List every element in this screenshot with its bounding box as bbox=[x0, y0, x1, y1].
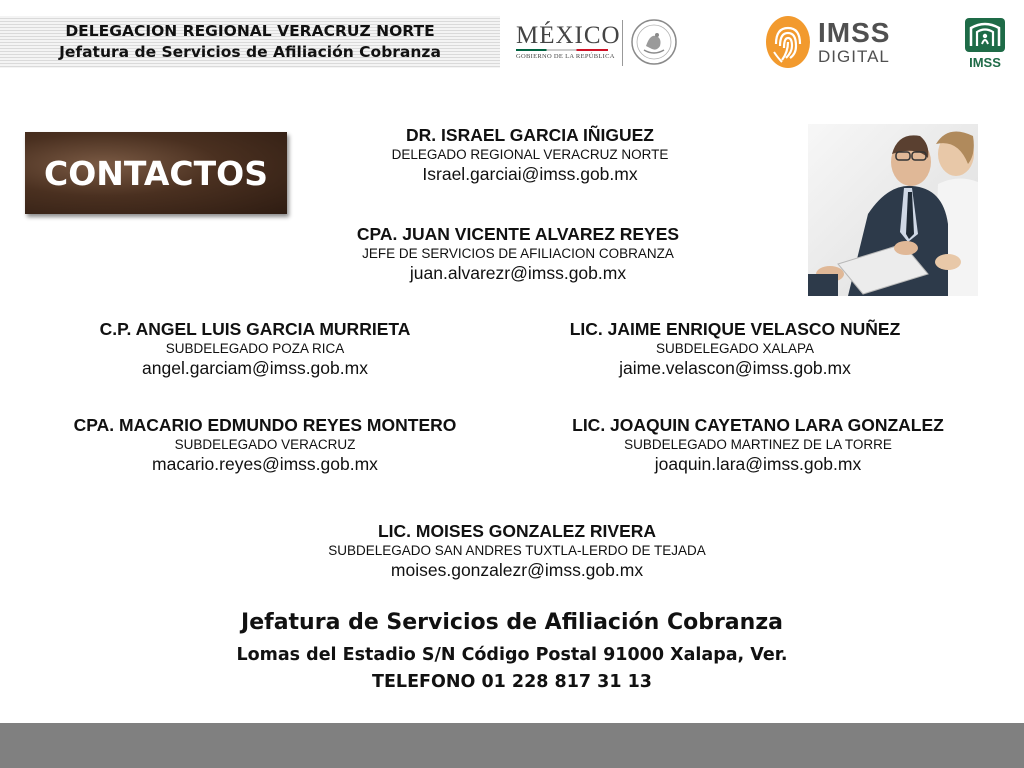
contact-title: SUBDELEGADO XALAPA bbox=[655, 341, 815, 356]
contact-card-veracruz bbox=[30, 415, 500, 475]
contact-email-link[interactable]: angel.garciam@imss.gob.mx bbox=[142, 358, 368, 378]
contacts-heading: CONTACTOS bbox=[44, 153, 268, 193]
contact-card-chief bbox=[300, 224, 736, 284]
footer-address: Lomas del Estadio S/N Código Postal 91000 Xalapa, Ver. bbox=[236, 645, 788, 665]
imss-digital-wordmark: IMSS bbox=[818, 17, 891, 48]
contact-title: JEFE DE SERVICIOS DE AFILIACION COBRANZA bbox=[362, 246, 674, 261]
contact-email-link[interactable]: Israel.garciai@imss.gob.mx bbox=[422, 164, 638, 184]
contact-name: LIC. JOAQUIN CAYETANO LARA GONZALEZ bbox=[572, 415, 944, 435]
contact-email-link[interactable]: jaime.velascon@imss.gob.mx bbox=[619, 358, 851, 378]
bottom-bar bbox=[0, 723, 1024, 768]
header-delegation-title: DELEGACION REGIONAL VERACRUZ NORTE bbox=[65, 22, 435, 40]
mexico-government-logo bbox=[510, 14, 685, 70]
contact-email-link[interactable]: macario.reyes@imss.gob.mx bbox=[152, 454, 378, 474]
mexico-seal-icon bbox=[630, 18, 678, 66]
imss-digital-logo bbox=[762, 12, 902, 72]
contact-card-delegate bbox=[370, 125, 690, 185]
contact-title: DELEGADO REGIONAL VERACRUZ NORTE bbox=[391, 147, 669, 162]
footer-office-name: Jefatura de Servicios de Afiliación Cobranza bbox=[241, 610, 783, 635]
contact-name: LIC. JAIME ENRIQUE VELASCO NUÑEZ bbox=[569, 319, 901, 339]
imss-emblem-icon bbox=[962, 16, 1008, 70]
contact-card-poza-rica bbox=[40, 319, 470, 379]
business-meeting-photo bbox=[808, 124, 978, 296]
contact-name: CPA. MACARIO EDMUNDO REYES MONTERO bbox=[73, 415, 457, 435]
mexico-government-subtitle: GOBIERNO DE LA REPÚBLICA bbox=[516, 53, 615, 60]
contact-title: SUBDELEGADO POZA RICA bbox=[165, 341, 345, 356]
header-office-subtitle: Jefatura de Servicios de Afiliación Cobranza bbox=[59, 43, 441, 61]
contact-card-martinez-de-la-torre bbox=[530, 415, 986, 475]
mexico-flag-bar bbox=[516, 49, 608, 51]
mexico-wordmark: MÉXICO bbox=[516, 22, 621, 49]
contact-title: SUBDELEGADO SAN ANDRES TUXTLA-LERDO DE TEJADA bbox=[328, 543, 706, 558]
contact-name: C.P. ANGEL LUIS GARCIA MURRIETA bbox=[99, 319, 411, 339]
contact-name: CPA. JUAN VICENTE ALVAREZ REYES bbox=[356, 224, 680, 244]
contact-name: DR. ISRAEL GARCIA IÑIGUEZ bbox=[406, 125, 654, 145]
fingerprint-icon bbox=[764, 14, 812, 70]
footer-phone: TELEFONO 01 228 817 31 13 bbox=[372, 672, 652, 692]
digital-wordmark: DIGITAL bbox=[818, 47, 890, 66]
contact-email-link[interactable]: juan.alvarezr@imss.gob.mx bbox=[409, 263, 627, 283]
logo-divider bbox=[622, 20, 623, 66]
contact-name: LIC. MOISES GONZALEZ RIVERA bbox=[377, 521, 657, 541]
contact-title: SUBDELEGADO MARTINEZ DE LA TORRE bbox=[624, 437, 892, 452]
contact-card-san-andres-tuxtla bbox=[262, 521, 772, 581]
contact-card-xalapa bbox=[520, 319, 950, 379]
contact-email-link[interactable]: joaquin.lara@imss.gob.mx bbox=[654, 454, 862, 474]
contact-title: SUBDELEGADO VERACRUZ bbox=[174, 437, 356, 452]
imss-emblem-label: IMSS bbox=[969, 55, 1001, 70]
contact-email-link[interactable]: moises.gonzalezr@imss.gob.mx bbox=[390, 560, 644, 580]
header-banner bbox=[0, 16, 500, 68]
contacts-heading-plate bbox=[25, 132, 287, 214]
